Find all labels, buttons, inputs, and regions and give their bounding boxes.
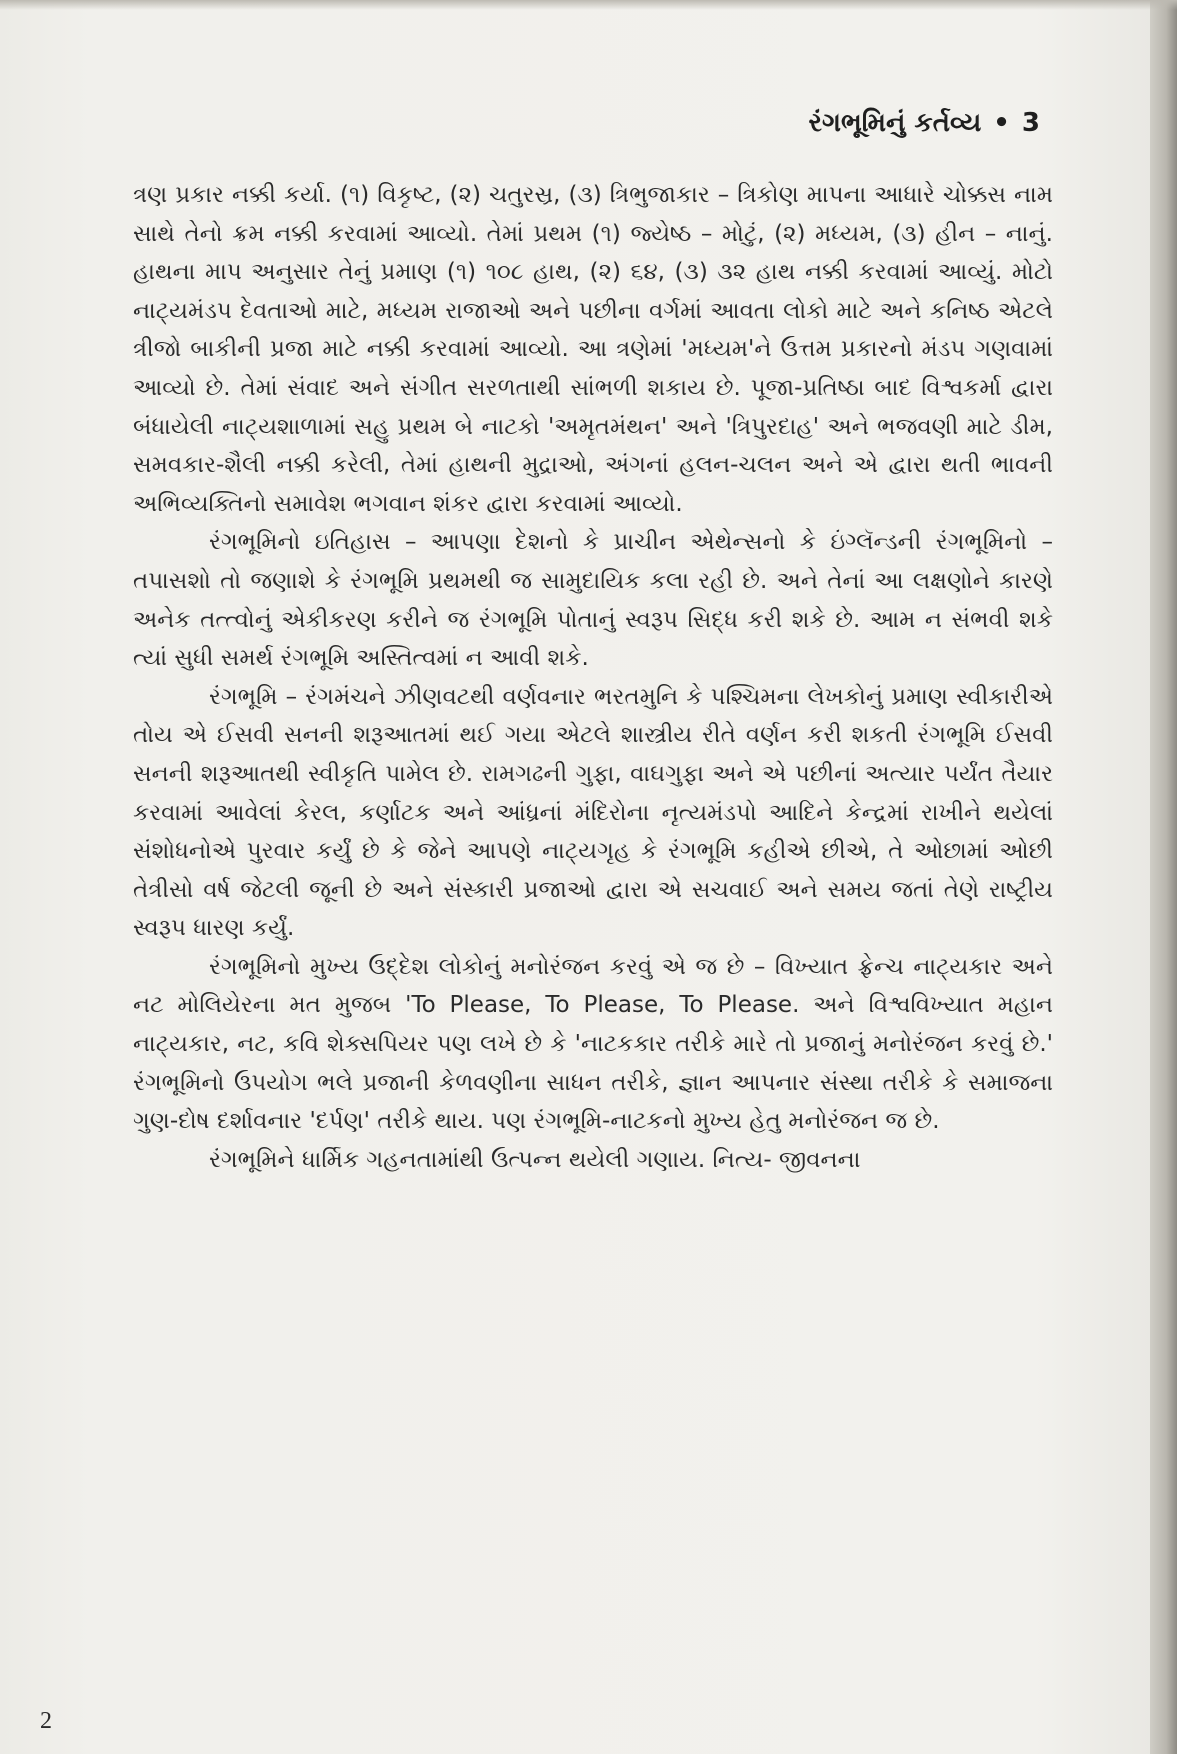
paragraph: રંગભૂમિનો ઇતિહાસ – આપણા દેશનો કે પ્રાચીન એથેન્સનો કે ઇંગ્લૅન્ડની રંગભૂમિનો – તપાસશો તો જણાશે કે રંગભૂમિ પ્રથમથી જ સામુદાયિક કલા રહી છે. અને તેનાં આ લક્ષણોને કારણે અનેક તત્ત્વોનું એકીકરણ કરીને જ રંગભૂમિ પોતાનું સ્વરૂપ સિદ્ધ કરી શકે છે. આમ ન સંભવી શકે ત્યાં સુધી સમર્થ રંગભૂમિ અસ્તિત્વમાં ન આવી શકે. bbox=[133, 529, 1053, 672]
paragraph: રંગભૂમિને ધાર્મિક ગહનતામાંથી ઉત્પન્ન થયેલી ગણાય. નિત્ય- જીવનના bbox=[209, 1146, 861, 1173]
folio-number: 2 bbox=[40, 1708, 52, 1734]
running-header bbox=[809, 108, 1040, 139]
header-separator: • bbox=[993, 108, 1010, 138]
paragraph: રંગભૂમિ – રંગમંચને ઝીણવટથી વર્ણવનાર ભરતમુનિ કે પશ્ચિમના લેખકોનું પ્રમાણ સ્વીકારીએ તોય એ ઈસવી સનની શરૂઆતમાં થઈ ગયા એટલે શાસ્ત્રીય રીતે વર્ણન કરી શકતી રંગભૂમિ ઈસવી સનની શરૂઆતથી સ્વીકૃતિ પામેલ છે. રામગઢની ગુફા, વાઘગુફા અને એ પછીનાં અત્યાર પર્યંત તૈયાર કરવામાં આવેલાં કેરલ, કર્ણાટક અને આંધ્રનાં મંદિરોના નૃત્યમંડપો આદિને કેન્દ્રમાં રાખીને થયેલાં સંશોધનોએ પુરવાર કર્યું છે કે જેને આપણે નાટ્યગૃહ કે રંગભૂમિ કહીએ છીએ, તે ઓછામાં ઓછી તેત્રીસો વર્ષ જેટલી જૂની છે અને સંસ્કારી પ્રજાઓ દ્વારા એ સચવાઈ અને સમય જતાં તેણે રાષ્ટ્રીય સ્વરૂપ ધારણ કર્યું. bbox=[133, 683, 1053, 942]
paragraph: ત્રણ પ્રકાર નક્કી કર્યા. (૧) વિકૃષ્ટ, (૨) ચતુરસ્ર, (૩) ત્રિભુજાકાર – ત્રિકોણ માપના આધારે ચોક્કસ નામ સાથે તેનો ક્રમ નક્કી કરવામાં આવ્યો. તેમાં પ્રથમ (૧) જ્યેષ્ઠ – મોટું, (૨) મધ્યમ, (૩) હીન – નાનું. હાથના માપ અનુસાર તેનું પ્રમાણ (૧) ૧૦૮ હાથ, (૨) ૬૪, (૩) ૩૨ હાથ નક્કી કરવામાં આવ્યું. મોટો નાટ્યમંડપ દેવતાઓ માટે, મધ્યમ રાજાઓ અને પછીના વર્ગમાં આવતા લોકો માટે અને કનિષ્ઠ એટલે ત્રીજો બાકીની પ્રજા માટે નક્કી કરવામાં આવ્યો. આ ત્રણેમાં 'મધ્યમ'ને ઉત્તમ પ્રકારનો મંડપ ગણવામાં આવ્યો છે. તેમાં સંવાદ અને સંગીત સરળતાથી સાંભળી શકાય છે. પૂજા-પ્રતિષ્ઠા બાદ વિશ્વકર્મા દ્વારા બંધાયેલી નાટ્યશાળામાં સહુ પ્રથમ બે નાટકો 'અમૃતમંથન' અને 'ત્રિપુરદાહ' અને ભજવણી માટે ડીમ, સમવકાર-શૈલી નક્કી કરેલી, તેમાં હાથની મુદ્રાઓ, અંગનાં હલન-ચલન અને એ દ્વારા થતી ભાવની અભિવ્યક્તિનો સમાવેશ ભગવાન શંકર દ્વારા કરવામાં આવ્યો. bbox=[133, 182, 1053, 517]
page-edge bbox=[1150, 0, 1177, 1754]
top-shadow bbox=[0, 0, 1177, 10]
paragraph: રંગભૂમિનો મુખ્ય ઉદ્દેશ લોકોનું મનોરંજન કરવું એ જ છે – વિખ્યાત ફ્રેન્ચ નાટ્યકાર અને નટ મોલિયેરના મત મુજબ 'To Please, To Please, To Please. અને વિશ્વવિખ્યાત મહાન નાટ્યકાર, નટ, કવિ શેક્સપિયર પણ લખે છે કે 'નાટકકાર તરીકે મારે તો પ્રજાનું મનોરંજન કરવું છે.' રંગભૂમિનો ઉપયોગ ભલે પ્રજાની કેળવણીના સાધન તરીકે, જ્ઞાન આપનાર સંસ્થા તરીકે કે સમાજના ગુણ-દોષ દર્શાવનાર 'દર્પણ' તરીકે થાય. પણ રંગભૂમિ-નાટકનો મુખ્ય હેતુ મનોરંજન જ છે. bbox=[133, 953, 1053, 1135]
header-page-number: 3 bbox=[1021, 108, 1040, 138]
running-header-title: રંગભૂમિનું કર્તવ્ય bbox=[808, 108, 982, 138]
body-text bbox=[133, 176, 1053, 1179]
